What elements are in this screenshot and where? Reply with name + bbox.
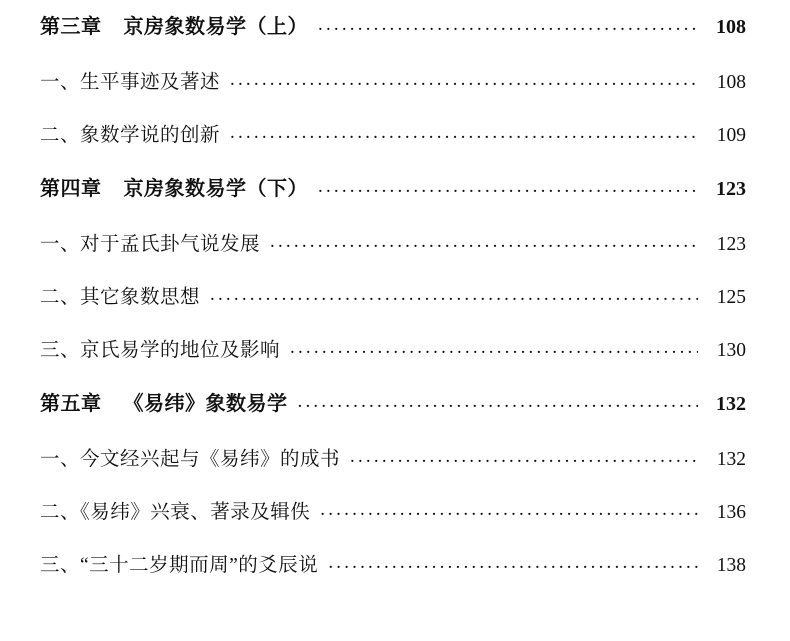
toc-page-number: 125 — [716, 287, 746, 308]
toc-entry-row[interactable] — [40, 228, 746, 281]
toc-page-number: 109 — [716, 125, 746, 146]
toc-page-number: 132 — [716, 449, 746, 470]
toc-page-number: 123 — [716, 178, 746, 200]
toc-entry-row[interactable] — [40, 119, 746, 172]
leader-dots — [318, 14, 698, 36]
toc-entry-label: 一、对于孟氏卦气说发展 — [40, 234, 261, 255]
toc-entry-row[interactable] — [40, 549, 746, 602]
toc-chapter-title: 京房象数易学（下） — [123, 178, 308, 200]
leader-dots — [270, 231, 698, 253]
leader-dots — [210, 284, 698, 306]
toc-chapter-number: 第三章 — [40, 16, 102, 38]
toc-entry-label: 二、象数学说的创新 — [40, 125, 221, 146]
toc-entry-row[interactable] — [40, 443, 746, 496]
toc-page-number: 123 — [716, 234, 746, 255]
toc-page-number: 130 — [716, 340, 746, 361]
toc-chapter-number: 第四章 — [40, 178, 102, 200]
toc-entry-label: 一、今文经兴起与《易纬》的成书 — [40, 449, 341, 470]
toc-entry-label: 三、“三十二岁期而周”的爻辰说 — [40, 555, 319, 576]
leader-dots — [290, 337, 698, 359]
toc-entry-row[interactable] — [40, 281, 746, 334]
leader-dots — [230, 69, 698, 91]
toc-chapter-row[interactable] — [40, 10, 746, 66]
toc-chapter-row[interactable] — [40, 387, 746, 443]
leader-dots — [350, 446, 698, 468]
toc-chapter-title: 京房象数易学（上） — [123, 16, 308, 38]
toc-entry-label: 三、京氏易学的地位及影响 — [40, 340, 281, 361]
toc-chapter-row[interactable] — [40, 172, 746, 228]
leader-dots — [230, 122, 698, 144]
toc-entry-label: 二、《易纬》兴衰、著录及辑佚 — [40, 502, 311, 523]
toc-page-number: 136 — [716, 502, 746, 523]
toc-entry-row[interactable] — [40, 334, 746, 387]
toc-entry-row[interactable] — [40, 496, 746, 549]
leader-dots — [318, 176, 698, 198]
toc-page-number: 138 — [716, 555, 746, 576]
toc-entry-label: 一、生平事迹及著述 — [40, 72, 221, 93]
toc-chapter-title: 《易纬》象数易学 — [123, 393, 288, 415]
toc-page-number: 108 — [716, 72, 746, 93]
toc-chapter-number: 第五章 — [40, 393, 102, 415]
toc-entry-label: 二、其它象数思想 — [40, 287, 201, 308]
leader-dots — [328, 552, 698, 574]
toc-entry-row[interactable] — [40, 66, 746, 119]
toc-page-number: 108 — [716, 16, 746, 38]
leader-dots — [298, 391, 699, 413]
toc-page-number: 132 — [716, 393, 746, 415]
leader-dots — [320, 499, 698, 521]
